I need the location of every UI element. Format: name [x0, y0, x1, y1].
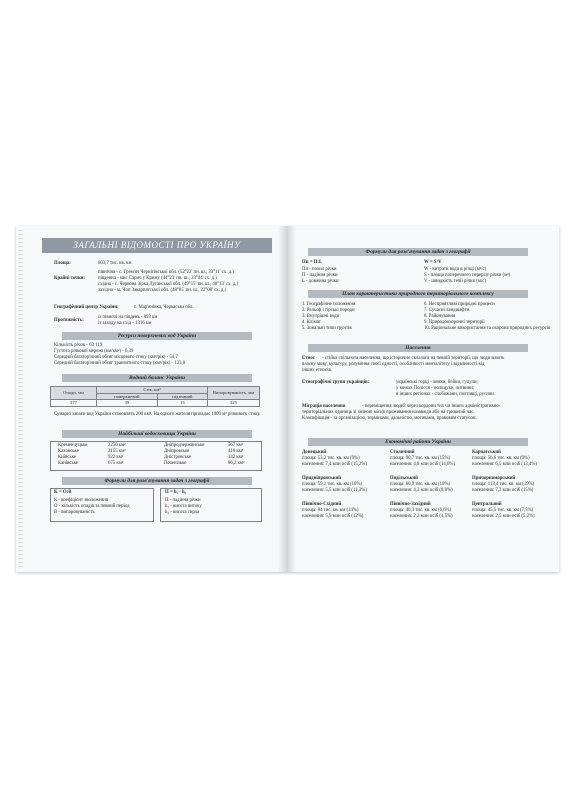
reservoir-values-right: [228, 443, 244, 467]
region-central: [472, 502, 535, 520]
region-carpathian: [472, 450, 537, 468]
reservoir-name: Дніпровське: [164, 449, 190, 454]
water-balance-table: [50, 386, 260, 407]
reservoir-name: Дніпродзержинське: [164, 443, 205, 448]
reservoir-value: 2250 км²: [108, 443, 126, 448]
ethnos-text-line: власну мову, культуру, розуміння своєї єдності, особливості менталітету і відмінності від: [302, 362, 485, 367]
plan-item: 8. Районування: [424, 314, 456, 319]
evap-header: Випаровуваність, мм: [208, 387, 260, 400]
reservoir-name: Печенізьке: [164, 461, 187, 466]
region-name: Карпатський: [472, 450, 501, 455]
booklet: [16, 226, 559, 572]
ethnos-text-line: - стійка спільнота населення, що історично склалася на певній території, що люди мають: [322, 356, 505, 361]
ethno-group-item: у межах Полісся - поліщуки, литвини;: [396, 386, 475, 391]
plan-item: 7. Сучасні ландшафти: [424, 308, 470, 313]
geo-center-label: Географічний центр України:: [54, 305, 119, 310]
ethnos-label: Етнос: [302, 356, 315, 361]
region-name: Північно-Східний: [302, 502, 342, 507]
surface-water-item: Густота річкової мережі (км/км²) - 0,39: [54, 349, 134, 354]
surface-water-item: Середній багаторічний обсяг місцевого стоку (км³/рік) - 54,7: [54, 355, 178, 360]
plan-item: 10. Раціональне використання та охорона природних ресурсів: [424, 326, 551, 331]
area-label: Площа:: [54, 261, 71, 266]
right-page: [288, 226, 559, 572]
region-north-east: [302, 502, 363, 520]
reservoir-value: 922 км²: [108, 455, 124, 460]
region-area: площа: 40,3 тис. кв. км (6,6%): [390, 508, 452, 513]
extreme-point: південна - мис Сарич у Криму (44°23' пн. ш., 33°44' сх. д.): [98, 276, 217, 281]
region-area: площа: 84 тис. кв. км (14%): [302, 508, 359, 513]
plan-item: 4. Клімат: [302, 320, 321, 325]
region-name: Центральний: [472, 502, 502, 507]
reservoir-value: 86,2 км²: [228, 461, 245, 466]
region-population: населення: 2,5 млн осіб (5,2%): [472, 514, 535, 519]
formula-legend-line: О - кількість опадів за певний період: [54, 504, 130, 509]
reservoir-names-right: [164, 443, 204, 467]
formula-river-slope: Пп = П:L: [302, 260, 323, 265]
surface-water-list: [54, 343, 185, 367]
formula-legend-line: h₁ - висота витоку: [165, 504, 202, 509]
page-title: ЗАГАЛЬНІ ВІДОМОСТІ ПРО УКРАЇНУ: [42, 238, 272, 253]
regions-title: Економічні райони України: [308, 438, 528, 446]
plan-item: 3. Внутрішні води: [302, 314, 340, 319]
region-name: Столичний: [390, 450, 415, 455]
left-page: [16, 226, 288, 572]
water-balance-title: Водний баланс України: [62, 374, 252, 382]
spiral-binding: [18, 230, 23, 568]
region-area: площа: 53,2 тис. кв. км (9%): [302, 456, 360, 461]
formula-legend-line: В - випаровуваність: [54, 510, 95, 515]
formula-legend-line: S - площа поперечного перерізу річки (м²): [424, 273, 511, 278]
region-name: Донецький: [302, 450, 327, 455]
reservoir-value: 410 км²: [228, 449, 244, 454]
region-podillia: [390, 476, 453, 494]
reservoir-name: Кременчуцьке: [58, 443, 88, 448]
table-row: [51, 387, 260, 394]
region-area: площа: 90,7 тис. кв. км (15%): [390, 456, 451, 461]
surface-water-item: Кількість річок - 63 119: [54, 343, 103, 348]
extreme-point: західна - м. Чоп Закарпатської обл. (48°05' пн. ш., 22°08' сх. д.): [98, 288, 227, 293]
length-item: із заходу на схід - 1316 км: [98, 321, 152, 326]
reserves-note: Сумарні запаси вод України становлять 200 км³. На одного жителя припадає 1000 м³ річкового стоку.: [54, 412, 261, 417]
reservoir-value: 2155 км²: [108, 449, 126, 454]
surface-water-item: Середній багаторічний обсяг транзитного стоку (км³/рік) - 123,0: [54, 361, 186, 366]
formula-humidity-legend: [54, 498, 130, 516]
migration-text-line: територіальних одиниць зі зміною місця проживання назавжди або на тривалий час.: [302, 410, 475, 415]
region-area: площа: 59,1 тис. кв. км (10%): [302, 482, 363, 487]
region-name: Північно-Західний: [390, 502, 431, 507]
length-list: [98, 315, 157, 327]
formulas-title-right: Формули для розв'язування задач з географії: [308, 248, 528, 256]
runoff-header: Стік, км³: [97, 387, 208, 394]
region-name: Причорноморський: [472, 476, 516, 481]
length-item: із півночі на південь - 893 км: [98, 315, 158, 320]
plan-item: 6. Несприятливі природні процеси: [424, 302, 495, 307]
ethno-groups-list: [396, 380, 495, 398]
ethno-groups-label: Етнографічні групи українців:: [302, 380, 370, 385]
plan-title: План характеристики природного територіального комплексу: [308, 290, 528, 298]
migration-text-line: - переміщення людей через кордони тих чи інших адміністративно-: [362, 404, 501, 409]
area-value: 603,7 тис. кв. км: [98, 261, 132, 266]
reservoir-value: 142 км²: [228, 455, 244, 460]
population-title: Населення: [308, 344, 528, 352]
formula-river-fall-legend: [165, 498, 202, 516]
ethnos-text-line: інших етносів.: [302, 368, 332, 373]
region-population: населення: 5,9 млн осіб (12%): [302, 514, 364, 519]
plan-item: 1. Географічне положення: [302, 302, 356, 307]
migration-label: Міграція населення: [302, 404, 346, 409]
region-name: Придніпровський: [302, 476, 342, 481]
formula-legend-line: Пп - похил річки: [302, 267, 337, 272]
reservoir-name: Каховське: [58, 449, 79, 454]
reservoir-name: Дністровське: [164, 455, 192, 460]
region-donetsk: [302, 450, 367, 468]
reservoir-name: Київське: [58, 455, 76, 460]
region-population: населення: 2,2 млн осіб (4,5%): [390, 514, 453, 519]
ethno-group-item: українські горці - лемки, бойки, гуцули;: [396, 380, 478, 385]
region-area: площа: 60,9 тис. кв. км (10%): [390, 482, 451, 487]
formula-river-slope-legend: [302, 267, 339, 285]
table-cell: 13: [157, 400, 207, 407]
formula-water-discharge: W = S·V: [424, 260, 442, 265]
region-population: населення: 7,4 млн осіб (15,2%): [302, 462, 368, 467]
region-dnieper: [302, 476, 367, 494]
formula-legend-line: W - витрати води в річці (м³/с): [424, 267, 487, 272]
plan-item: 2. Рельєф і гірські породи: [302, 308, 355, 313]
formulas-title-left: Формули для розв'язування задач з географії: [62, 477, 252, 485]
migration-text-line: Класифікація - за організацією, термінами, дальністю, мотивами, правовим статусом.: [302, 416, 477, 421]
region-area: площа: 113,4 тис. кв. км (19%): [472, 482, 535, 487]
table-row: [51, 400, 260, 407]
extreme-point: північна - с. Грем'яч Чернігівської обл. (52°22' пн. ш., 33°11' сх. д.): [98, 270, 234, 275]
underground-runoff-header: підземний: [157, 393, 207, 400]
reservoir-name: Канівське: [58, 461, 79, 466]
region-black-sea: [472, 476, 534, 494]
region-population: населення: 5,5 млн осіб (11,3%): [302, 488, 367, 493]
formula-legend-line: V - швидкість течії річки (м/с): [424, 279, 486, 284]
formula-legend-line: h₂ - висота гирла: [165, 510, 200, 515]
region-area: площа: 56,6 тис. кв. км (9%): [472, 456, 530, 461]
length-label: Протяжність:: [54, 318, 84, 323]
table-cell: 39: [97, 400, 158, 407]
formula-legend-line: П - падіння річки: [302, 273, 338, 278]
reservoir-names-left: [58, 443, 87, 467]
region-population: населення: 4,8 млн осіб (14,6%): [390, 462, 456, 467]
plan-list-left: [302, 302, 355, 332]
formula-legend-line: П - падіння річки: [165, 498, 201, 503]
region-population: населення: 7,3 млн осіб (15%): [472, 488, 534, 493]
extreme-point: східна - с. Червона Зірка Луганської обл. (49°15' пн. ш., 40°13' сх. д.): [98, 282, 239, 287]
plan-list-right: [424, 302, 552, 332]
region-population: населення: 6,5 млн осіб (13,4%): [472, 462, 538, 467]
ethno-group-item: в інших регіонах - слобожани, полтавці, русини.: [396, 392, 496, 397]
geo-center-value: с. Мар'янівка, Черкаська обл.: [134, 305, 194, 310]
region-name: Подільський: [390, 476, 418, 481]
formula-humidity: K = O:B: [54, 490, 72, 495]
surface-water-title: Ресурси поверхневих вод України: [62, 332, 252, 340]
region-north-west: [390, 502, 453, 520]
table-cell: 325: [208, 400, 260, 407]
formula-water-discharge-legend: [424, 267, 510, 285]
reservoirs-title: Найбільші водосховища України: [62, 430, 252, 438]
reservoir-values-left: [108, 443, 126, 467]
extreme-points-list: [98, 270, 238, 294]
formula-legend-line: К - коефіцієнт зволоження: [54, 498, 109, 503]
region-population: населення: 4,3 млн осіб (8,8%): [390, 488, 453, 493]
extreme-points-label: Крайні точки:: [54, 276, 86, 281]
table-cell: 377: [51, 400, 97, 407]
formula-river-fall: П = h₁ - h₂: [165, 490, 187, 495]
reservoir-value: 567 км²: [228, 443, 244, 448]
formula-legend-line: L - довжина річки: [302, 279, 339, 284]
surface-runoff-header: поверхневий: [97, 393, 158, 400]
plan-item: 5. Зональні типи ґрунтів: [302, 326, 352, 331]
region-area: площа: 45,5 тис. кв. км (7,5%): [472, 508, 534, 513]
reservoir-value: 675 км²: [108, 461, 124, 466]
precip-header: Опади, мм: [51, 387, 97, 400]
plan-item: 9. Природоохоронні території: [424, 320, 485, 325]
region-capital: [390, 450, 455, 468]
